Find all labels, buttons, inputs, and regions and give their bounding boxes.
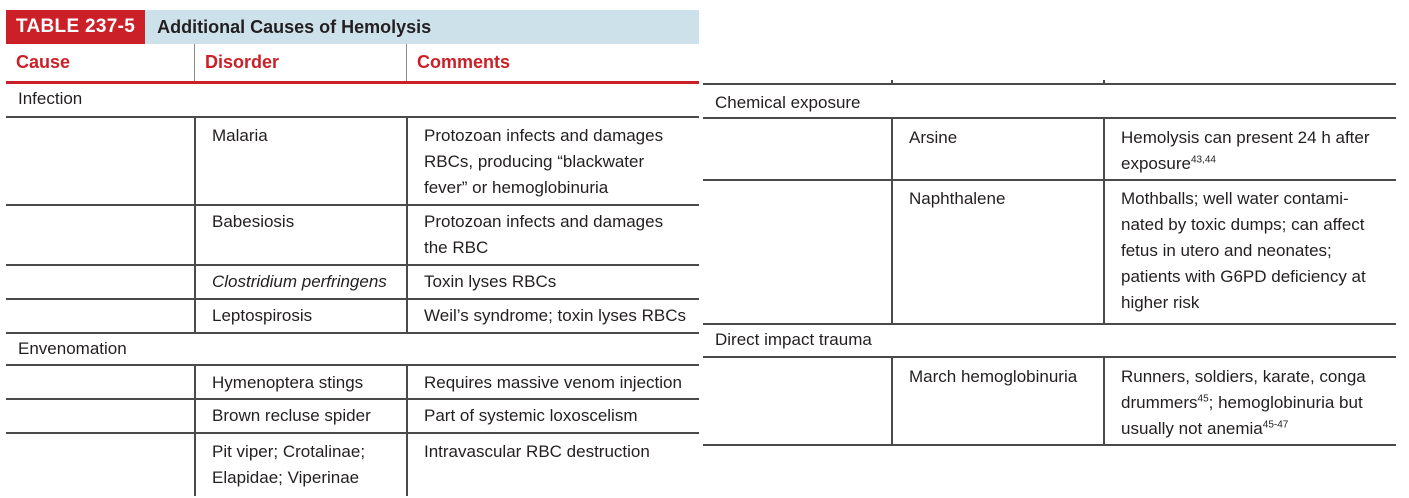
- cause-cell: [6, 266, 194, 298]
- table-title: Additional Causes of Hemolysis: [157, 16, 432, 37]
- table-row: [6, 434, 699, 496]
- comment-cell: Protozoan infects and damages RBCs, producing “blackwater fever” or hemoglobinuria: [406, 118, 699, 204]
- cause-cell: [6, 366, 194, 398]
- cause-cell: [703, 181, 891, 323]
- comment-cell: [1103, 119, 1396, 179]
- section-chemical-exposure: Chemical exposure: [703, 85, 1396, 119]
- disorder-cell: March hemoglobinuria: [891, 358, 1103, 444]
- section-direct-impact-trauma: Direct impact trauma: [703, 323, 1396, 358]
- disorder-cell: Leptospirosis: [194, 300, 406, 332]
- comment-cell: Intravascular RBC destruction: [406, 434, 699, 496]
- table-left-panel: [6, 10, 699, 496]
- table-row: [6, 366, 699, 400]
- disorder-cell: Hymenoptera stings: [194, 366, 406, 398]
- comment-cell: [1103, 358, 1396, 444]
- cause-cell: [6, 400, 194, 432]
- column-header-cause: Cause: [16, 52, 71, 72]
- disorder-cell: Babesiosis: [194, 206, 406, 264]
- table-label: TABLE 237-5: [6, 10, 145, 44]
- disorder-cell: Arsine: [891, 119, 1103, 179]
- column-header-row: [6, 44, 699, 84]
- cause-cell: [6, 434, 194, 496]
- comment-cell: Protozoan infects and damages the RBC: [406, 206, 699, 264]
- cause-cell: [6, 300, 194, 332]
- table-row: [703, 358, 1396, 446]
- reference-superscript: 43,44: [1190, 154, 1216, 166]
- cause-cell: [6, 206, 194, 264]
- reference-superscript: 45: [1197, 393, 1209, 405]
- cause-cell: [703, 119, 891, 179]
- reference-superscript: 45-47: [1262, 419, 1289, 431]
- disorder-cell: Naphthalene: [891, 181, 1103, 323]
- disorder-cell: Pit viper; Crotalinae; Elapidae; Viperinae: [194, 434, 406, 496]
- comment-cell: Part of systemic loxoscelism: [406, 400, 699, 432]
- disorder-cell: Brown recluse spider: [194, 400, 406, 432]
- cause-cell: [6, 118, 194, 204]
- cause-cell: [703, 358, 891, 444]
- disorder-cell: Clostridium perfringens: [194, 266, 406, 298]
- table-right-panel: [703, 80, 1396, 446]
- table-title-bar: [6, 10, 699, 44]
- comment-cell: Mothballs; well water contami-nated by toxic dumps; can affect fetus in utero and neonates; patients with G6PD deficiency at higher risk: [1103, 181, 1396, 323]
- table-row: [6, 400, 699, 434]
- table-row: [703, 119, 1396, 181]
- section-envenomation: Envenomation: [6, 332, 699, 366]
- comment-text: ; hemoglobinuria but usually not anemia: [1121, 393, 1363, 438]
- table-row: [6, 300, 699, 332]
- table-row: [6, 206, 699, 266]
- column-header-comments: Comments: [406, 44, 699, 81]
- comment-cell: Weil’s syndrome; toxin lyses RBCs: [406, 300, 699, 332]
- comment-cell: Requires massive venom injection: [406, 366, 699, 398]
- section-infection: Infection: [6, 84, 699, 118]
- table-row: [6, 266, 699, 300]
- comment-text: Hemolysis can present 24 h after exposure: [1121, 128, 1370, 173]
- comment-text: Runners, soldiers, karate, conga drummers: [1121, 367, 1366, 412]
- table-row: [6, 118, 699, 206]
- comment-cell: Toxin lyses RBCs: [406, 266, 699, 298]
- disorder-cell: Malaria: [194, 118, 406, 204]
- table-row: [703, 181, 1396, 323]
- column-header-disorder: Disorder: [194, 44, 406, 81]
